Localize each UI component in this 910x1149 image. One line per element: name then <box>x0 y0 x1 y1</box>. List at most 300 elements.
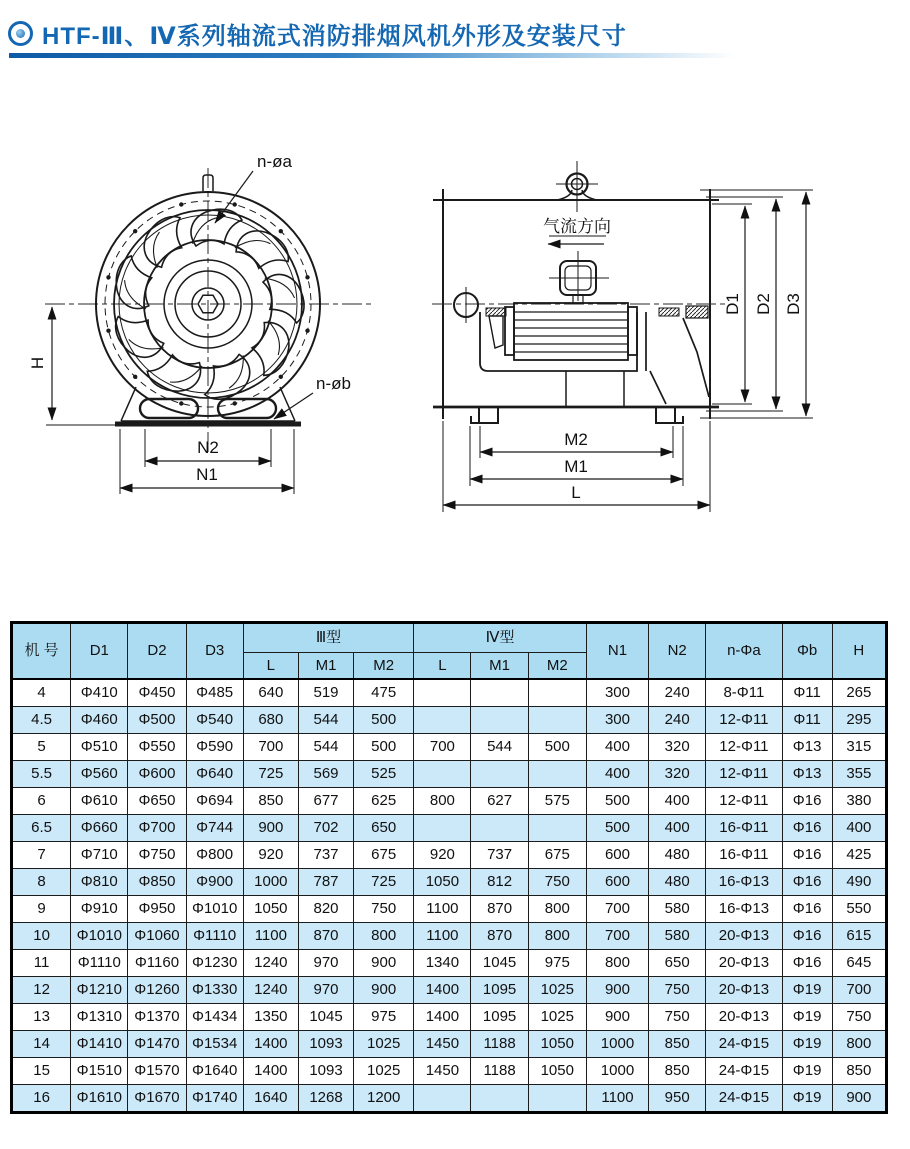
title-underline <box>9 53 735 58</box>
table-cell: Φ1570 <box>128 1058 186 1085</box>
table-cell: Φ1434 <box>186 1004 243 1031</box>
table-cell: 500 <box>528 734 586 761</box>
table-cell: 812 <box>471 869 528 896</box>
table-cell: 800 <box>528 896 586 923</box>
table-cell: 315 <box>832 734 886 761</box>
table-cell: 1350 <box>243 1004 298 1031</box>
table-cell: 820 <box>298 896 353 923</box>
col-header-n-phi-a: n-Φa <box>706 623 782 680</box>
table-cell: Φ1410 <box>71 1031 128 1058</box>
page-header <box>8 16 902 58</box>
table-cell: 870 <box>471 923 528 950</box>
dim-label-h: H <box>28 356 47 370</box>
table-cell: 9 <box>12 896 71 923</box>
table-cell: 300 <box>586 679 648 707</box>
section-bullet-icon <box>8 21 33 46</box>
table-row <box>12 896 887 923</box>
table-cell: 1100 <box>586 1085 648 1113</box>
table-cell: 1100 <box>414 896 471 923</box>
table-cell: Φ700 <box>128 815 186 842</box>
table-cell: 675 <box>528 842 586 869</box>
table-cell: 4 <box>12 679 71 707</box>
diffuser-cone <box>646 312 709 404</box>
table-cell: 900 <box>243 815 298 842</box>
table-cell: 680 <box>243 707 298 734</box>
table-cell: 737 <box>298 842 353 869</box>
table-row <box>12 977 887 1004</box>
table-cell: Φ1670 <box>128 1085 186 1113</box>
table-cell: 702 <box>298 815 353 842</box>
table-cell: 677 <box>298 788 353 815</box>
table-cell: 975 <box>354 1004 414 1031</box>
table-cell: 900 <box>586 1004 648 1031</box>
table-cell: 900 <box>354 977 414 1004</box>
table-cell: Φ1370 <box>128 1004 186 1031</box>
table-cell: 6 <box>12 788 71 815</box>
table-cell: Φ640 <box>186 761 243 788</box>
table-cell: 480 <box>649 869 706 896</box>
table-cell: Φ1110 <box>186 923 243 950</box>
col-header-d1: D1 <box>71 623 128 680</box>
table-cell: Φ1010 <box>71 923 128 950</box>
table-cell: 240 <box>649 707 706 734</box>
group-header-type3: Ⅲ型 <box>243 623 414 653</box>
table-cell: 4.5 <box>12 707 71 734</box>
table-cell: Φ910 <box>71 896 128 923</box>
table-cell: 480 <box>649 842 706 869</box>
dimension-H <box>28 307 52 420</box>
table-cell: 700 <box>586 896 648 923</box>
table-cell: Φ16 <box>782 923 832 950</box>
table-cell: 1100 <box>243 923 298 950</box>
label-n-phi-b <box>274 374 351 419</box>
table-cell: Φ540 <box>186 707 243 734</box>
table-cell: Φ19 <box>782 1058 832 1085</box>
table-cell: 8 <box>12 869 71 896</box>
table-cell: Φ16 <box>782 869 832 896</box>
airflow-direction <box>543 217 611 244</box>
table-cell: Φ1110 <box>71 950 128 977</box>
table-cell: 650 <box>354 815 414 842</box>
table-cell: Φ1330 <box>186 977 243 1004</box>
table-cell: 870 <box>471 896 528 923</box>
table-cell: Φ610 <box>71 788 128 815</box>
table-cell: 519 <box>298 679 353 707</box>
sub-header-l-3: L <box>243 653 298 680</box>
table-cell: 320 <box>649 761 706 788</box>
table-cell: Φ16 <box>782 896 832 923</box>
side-view-diagram <box>432 161 813 512</box>
table-row <box>12 761 887 788</box>
table-cell <box>471 1085 528 1113</box>
table-cell: 490 <box>832 869 886 896</box>
dim-label-m2: M2 <box>564 430 588 449</box>
front-view-diagram <box>28 152 372 494</box>
table-cell: 920 <box>243 842 298 869</box>
table-cell: 1240 <box>243 977 298 1004</box>
table-cell: 800 <box>586 950 648 977</box>
table-cell: 750 <box>649 1004 706 1031</box>
dimension-table <box>10 621 888 1114</box>
table-cell: 400 <box>586 734 648 761</box>
table-cell: 850 <box>832 1058 886 1085</box>
table-cell: 615 <box>832 923 886 950</box>
lifting-eye <box>556 161 598 212</box>
table-cell: 15 <box>12 1058 71 1085</box>
table-cell: 295 <box>832 707 886 734</box>
table-row <box>12 869 887 896</box>
table-cell: 1340 <box>414 950 471 977</box>
table-cell: Φ1610 <box>71 1085 128 1113</box>
table-cell: Φ660 <box>71 815 128 842</box>
table-cell: 16-Φ13 <box>706 896 782 923</box>
table-cell: 14 <box>12 1031 71 1058</box>
table-cell: 700 <box>243 734 298 761</box>
dimension-D-group <box>700 190 813 418</box>
table-row <box>12 842 887 869</box>
table-cell: Φ1740 <box>186 1085 243 1113</box>
table-cell: Φ19 <box>782 1031 832 1058</box>
table-cell: 1045 <box>298 1004 353 1031</box>
table-cell: 750 <box>649 977 706 1004</box>
table-cell: Φ1470 <box>128 1031 186 1058</box>
table-cell: Φ460 <box>71 707 128 734</box>
table-cell: 800 <box>832 1031 886 1058</box>
table-cell: 11 <box>12 950 71 977</box>
mounting-base <box>46 387 301 425</box>
table-cell: Φ13 <box>782 761 832 788</box>
table-cell: 265 <box>832 679 886 707</box>
table-cell: 1025 <box>528 1004 586 1031</box>
table-row <box>12 1031 887 1058</box>
table-cell: 1093 <box>298 1058 353 1085</box>
table-cell: 1400 <box>243 1031 298 1058</box>
table-cell: 1050 <box>528 1031 586 1058</box>
table-cell: Φ410 <box>71 679 128 707</box>
table-cell: Φ810 <box>71 869 128 896</box>
table-cell: 580 <box>649 923 706 950</box>
table-cell: 10 <box>12 923 71 950</box>
table-cell <box>414 679 471 707</box>
table-cell: Φ16 <box>782 842 832 869</box>
table-cell: 1050 <box>243 896 298 923</box>
table-cell: 500 <box>354 707 414 734</box>
svg-text:n-øa: n-øa <box>257 152 292 171</box>
table-cell: Φ11 <box>782 679 832 707</box>
table-cell: 675 <box>354 842 414 869</box>
table-cell: Φ550 <box>128 734 186 761</box>
dimension-M-L-group <box>443 421 710 512</box>
sub-header-l-4: L <box>414 653 471 680</box>
table-row <box>12 923 887 950</box>
table-cell <box>528 761 586 788</box>
table-cell: 700 <box>414 734 471 761</box>
sub-header-m2-3: M2 <box>354 653 414 680</box>
table-cell <box>528 815 586 842</box>
table-cell: 970 <box>298 977 353 1004</box>
table-cell: Φ850 <box>128 869 186 896</box>
table-row <box>12 679 887 707</box>
table-cell: 400 <box>832 815 886 842</box>
dim-label-d1: D1 <box>723 293 742 315</box>
table-cell: 16-Φ11 <box>706 815 782 842</box>
table-cell: 700 <box>832 977 886 1004</box>
table-cell: 737 <box>471 842 528 869</box>
table-row <box>12 950 887 977</box>
table-cell: 800 <box>528 923 586 950</box>
table-cell: 1400 <box>414 1004 471 1031</box>
table-cell: 920 <box>414 842 471 869</box>
inlet-ring <box>454 287 478 323</box>
junction-box <box>549 251 609 303</box>
table-cell: Φ694 <box>186 788 243 815</box>
table-cell: 1095 <box>471 977 528 1004</box>
col-header-machine: 机 号 <box>12 623 71 680</box>
installation-dimension-figure <box>0 75 910 620</box>
page-title: HTF-Ⅲ、Ⅳ系列轴流式消防排烟风机外形及安装尺寸 <box>42 22 627 50</box>
table-cell: Φ1310 <box>71 1004 128 1031</box>
table-cell <box>471 815 528 842</box>
table-cell: 1000 <box>586 1031 648 1058</box>
table-cell: 750 <box>528 869 586 896</box>
table-cell: 850 <box>243 788 298 815</box>
table-cell: Φ19 <box>782 977 832 1004</box>
table-cell: Φ800 <box>186 842 243 869</box>
table-cell: 544 <box>298 734 353 761</box>
table-cell: 500 <box>586 788 648 815</box>
table-cell: 650 <box>649 950 706 977</box>
table-cell: 12-Φ11 <box>706 707 782 734</box>
table-cell: 400 <box>649 788 706 815</box>
table-cell: Φ11 <box>782 707 832 734</box>
table-cell: 8-Φ11 <box>706 679 782 707</box>
table-cell: Φ16 <box>782 788 832 815</box>
table-cell: Φ600 <box>128 761 186 788</box>
table-cell: 1000 <box>243 869 298 896</box>
table-cell <box>471 679 528 707</box>
table-cell: 400 <box>586 761 648 788</box>
table-cell: 1000 <box>586 1058 648 1085</box>
table-cell: 975 <box>528 950 586 977</box>
table-cell: 1450 <box>414 1031 471 1058</box>
table-cell: 320 <box>649 734 706 761</box>
col-header-n1: N1 <box>586 623 648 680</box>
table-cell: 1025 <box>354 1031 414 1058</box>
table-cell: 870 <box>298 923 353 950</box>
dim-label-m1: M1 <box>564 457 588 476</box>
table-cell: Φ500 <box>128 707 186 734</box>
table-cell: 12-Φ11 <box>706 734 782 761</box>
table-header <box>12 623 887 680</box>
table-cell: Φ900 <box>186 869 243 896</box>
table-cell: Φ510 <box>71 734 128 761</box>
table-row <box>12 815 887 842</box>
sub-header-m1-3: M1 <box>298 653 353 680</box>
table-cell: 240 <box>649 679 706 707</box>
table-cell: 1050 <box>414 869 471 896</box>
table-cell: 400 <box>649 815 706 842</box>
table-cell: 600 <box>586 869 648 896</box>
table-cell: Φ710 <box>71 842 128 869</box>
table-cell: 725 <box>354 869 414 896</box>
table-cell: 525 <box>354 761 414 788</box>
table-cell: 1025 <box>354 1058 414 1085</box>
table-cell: 900 <box>354 950 414 977</box>
sub-header-m1-4: M1 <box>471 653 528 680</box>
table-cell: 1188 <box>471 1058 528 1085</box>
col-header-d3: D3 <box>186 623 243 680</box>
table-cell <box>414 815 471 842</box>
table-cell: 970 <box>298 950 353 977</box>
dim-label-l: L <box>571 483 581 502</box>
airflow-label: 气流方向 <box>543 217 611 236</box>
svg-text:n-øb: n-øb <box>316 374 351 393</box>
dim-label-d3: D3 <box>784 293 803 315</box>
table-cell: 575 <box>528 788 586 815</box>
table-cell: 5 <box>12 734 71 761</box>
table-row <box>12 1058 887 1085</box>
table-cell: 544 <box>298 707 353 734</box>
table-cell: 850 <box>649 1058 706 1085</box>
mounting-feet <box>471 408 683 423</box>
table-cell: 7 <box>12 842 71 869</box>
table-cell: 600 <box>586 842 648 869</box>
table-cell: 580 <box>649 896 706 923</box>
table-cell: 1100 <box>414 923 471 950</box>
table-cell: 1400 <box>414 977 471 1004</box>
table-cell: Φ750 <box>128 842 186 869</box>
table-cell: 725 <box>243 761 298 788</box>
col-header-h: H <box>832 623 886 680</box>
table-cell: 787 <box>298 869 353 896</box>
table-cell: 1640 <box>243 1085 298 1113</box>
table-cell: 500 <box>586 815 648 842</box>
table-cell: 1025 <box>528 977 586 1004</box>
table-cell: Φ485 <box>186 679 243 707</box>
table-cell: 1200 <box>354 1085 414 1113</box>
table-cell: Φ560 <box>71 761 128 788</box>
table-cell: 1188 <box>471 1031 528 1058</box>
table-cell: 20-Φ13 <box>706 923 782 950</box>
table-cell: 1095 <box>471 1004 528 1031</box>
table-cell: Φ13 <box>782 734 832 761</box>
table-cell: Φ650 <box>128 788 186 815</box>
table-cell <box>471 761 528 788</box>
table-cell: 355 <box>832 761 886 788</box>
table-cell: 6.5 <box>12 815 71 842</box>
table-cell: 750 <box>832 1004 886 1031</box>
table-cell: 500 <box>354 734 414 761</box>
table-cell: Φ16 <box>782 950 832 977</box>
dim-label-d2: D2 <box>754 293 773 315</box>
table-cell: 1400 <box>243 1058 298 1085</box>
table-cell: 16-Φ13 <box>706 869 782 896</box>
table-cell: Φ1260 <box>128 977 186 1004</box>
table-cell: 569 <box>298 761 353 788</box>
table-cell: 20-Φ13 <box>706 977 782 1004</box>
table-cell: Φ1010 <box>186 896 243 923</box>
table-cell: Φ1640 <box>186 1058 243 1085</box>
table-row <box>12 788 887 815</box>
table-cell: 640 <box>243 679 298 707</box>
table-cell: Φ744 <box>186 815 243 842</box>
table-cell: Φ1510 <box>71 1058 128 1085</box>
table-row <box>12 1085 887 1113</box>
table-cell: Φ1230 <box>186 950 243 977</box>
table-cell: 475 <box>354 679 414 707</box>
table-cell: 700 <box>586 923 648 950</box>
table-cell: 20-Φ13 <box>706 950 782 977</box>
table-cell <box>414 761 471 788</box>
table-cell: 625 <box>354 788 414 815</box>
table-cell: Φ1160 <box>128 950 186 977</box>
table-cell: Φ950 <box>128 896 186 923</box>
table-cell: 950 <box>649 1085 706 1113</box>
table-cell: 12-Φ11 <box>706 788 782 815</box>
table-cell: 850 <box>649 1031 706 1058</box>
table-cell: 544 <box>471 734 528 761</box>
table-cell: 750 <box>354 896 414 923</box>
table-cell: 12 <box>12 977 71 1004</box>
table-cell: Φ1210 <box>71 977 128 1004</box>
table-cell: 1050 <box>528 1058 586 1085</box>
sub-header-m2-4: M2 <box>528 653 586 680</box>
table-cell: 1450 <box>414 1058 471 1085</box>
table-cell: 24-Φ15 <box>706 1031 782 1058</box>
impeller-splitter-lines <box>124 218 294 389</box>
table-cell: 5.5 <box>12 761 71 788</box>
table-cell <box>471 707 528 734</box>
table-cell: 13 <box>12 1004 71 1031</box>
group-header-type4: Ⅳ型 <box>414 623 587 653</box>
dim-label-n2: N2 <box>197 438 219 457</box>
table-row <box>12 707 887 734</box>
table-cell: 425 <box>832 842 886 869</box>
col-header-n2: N2 <box>649 623 706 680</box>
table-cell: 627 <box>471 788 528 815</box>
table-cell <box>528 679 586 707</box>
table-cell: 16 <box>12 1085 71 1113</box>
table-cell: 12-Φ11 <box>706 761 782 788</box>
table-cell: Φ450 <box>128 679 186 707</box>
table-cell: 16-Φ11 <box>706 842 782 869</box>
table-cell: 900 <box>586 977 648 1004</box>
table-cell: 1240 <box>243 950 298 977</box>
table-cell <box>528 707 586 734</box>
col-header-d2: D2 <box>128 623 186 680</box>
table-cell: 900 <box>832 1085 886 1113</box>
table-cell: Φ19 <box>782 1085 832 1113</box>
table-cell: 1045 <box>471 950 528 977</box>
table-cell: 800 <box>354 923 414 950</box>
table-cell: 550 <box>832 896 886 923</box>
table-cell: Φ16 <box>782 815 832 842</box>
table-cell: 300 <box>586 707 648 734</box>
table-cell: 800 <box>414 788 471 815</box>
table-row <box>12 734 887 761</box>
table-cell: Φ19 <box>782 1004 832 1031</box>
col-header-phi-b: Φb <box>782 623 832 680</box>
table-cell: 380 <box>832 788 886 815</box>
table-cell: 24-Φ15 <box>706 1058 782 1085</box>
table-body <box>12 679 887 1113</box>
table-cell: 645 <box>832 950 886 977</box>
table-cell: Φ1534 <box>186 1031 243 1058</box>
table-cell <box>528 1085 586 1113</box>
table-cell: 20-Φ13 <box>706 1004 782 1031</box>
table-cell: 1093 <box>298 1031 353 1058</box>
table-cell <box>414 707 471 734</box>
